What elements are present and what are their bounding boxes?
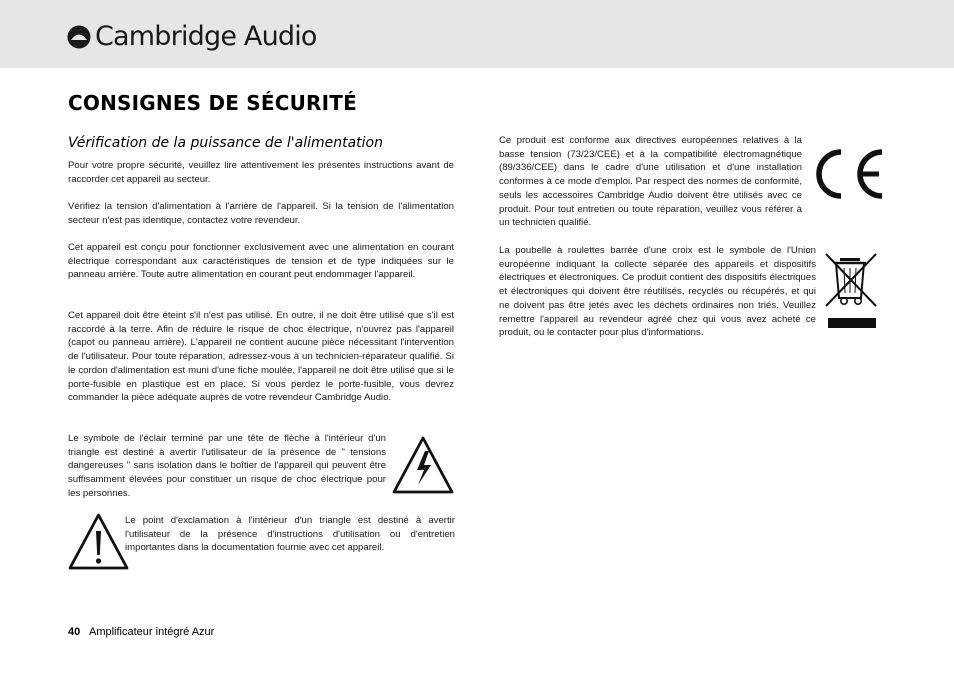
paragraph-lightning-symbol: Le symbole de l'éclair terminé par une tête de flèche à l'intérieur d'un triangle est destiné à avertir l'utilisateur de la présence de " tensions dangereuses " sans isolation dans le boîtier de l'appareil qui peuvent être suffisamment élevées pour constituer un risque de choc électrique pour les personnes.	[68, 433, 386, 499]
paragraph-power-supply: Cet appareil est conçu pour fonctionner exclusivement avec une alimentation en courant électrique correspondant aux caractéristiques de tension et de type indiquées sur le panneau arrière. Toute autre alimentation en courant peut endommager l'appareil.	[68, 242, 454, 281]
crossed-bin-icon	[822, 250, 880, 332]
paragraph-weee: La poubelle à roulettes barrée d'une croix est le symbole de l'Union européenne indiquant la collecte séparée des appareils et dispositifs électriques et électroniques. Ce produit contient des dispositifs électriques et électroniques qui doivent être réutilisés, recyclés ou récupérés, et qui ne doivent pas être jetés avec les déchets ordinaires non triés. Veuillez remettre l'appareil au revendeur agréé chez qui vous avez acheté ce produit, ou le contacter pour plus d'informations.	[499, 245, 816, 339]
brand-name: Cambridge Audio	[95, 21, 317, 52]
brand-logo	[67, 22, 317, 52]
page-number: 40	[68, 626, 81, 638]
paragraph-earthing: Cet appareil doit être éteint s'il n'est pas utilisé. En outre, il ne doit être utilisé que s'il est raccordé à la terre. Afin de réduire le risque de choc électrique, n'ouvrez pas l'appareil (capot ou panneau arrière). L'appareil ne contient aucune pièce nécessitant l'intervention de l'utilisateur. Pour toute réparation, adressez-vous à un technicien-réparateur qualifié. Si le cordon d'alimentation est muni d'une fiche moulée, l'appareil ne doit être utilisé que si le porte-fusible en plastique est en place. Si vous perdez le porte-fusible, vous devrez commander la pièce adéquate auprès de votre revendeur Cambridge Audio.	[68, 310, 454, 404]
paragraph-ce-compliance: Ce produit est conforme aux directives européennes relatives à la basse tension (73/23/CEE) et à la compatibilité électromagnétique (89/336/CEE) dans le cadre d'une utilisation et d'une installation conformes à ce mode d'emploi. Par respect des normes de conformité, seuls les accessoires Cambridge Audio doivent être utilisés avec ce produit. Pour tout entretien ou toute réparation, veuillez vous référer à un technicien qualifié.	[499, 135, 802, 229]
section-subtitle: Vérification de la puissance de l'alimentation	[68, 135, 383, 151]
cambridge-audio-logo-icon	[67, 25, 91, 49]
page-header	[0, 0, 954, 68]
paragraph-exclamation-symbol: Le point d'exclamation à l'intérieur d'un triangle est destiné à avertir l'utilisateur de la présence d'instructions d'utilisation ou d'entretien importantes dans la documentation fournie avec cet appareil.	[125, 515, 455, 554]
paragraph-intro: Pour votre propre sécurité, veuillez lire attentivement les présentes instructions avant de raccorder cet appareil au secteur.	[68, 160, 454, 185]
lightning-triangle-icon	[391, 435, 455, 495]
paragraph-voltage-check: Vérifiez la tension d'alimentation à l'arrière de l'appareil. Si la tension de l'alimentation secteur n'est pas identique, contactez votre revendeur.	[68, 201, 454, 226]
ce-mark-icon	[810, 146, 884, 202]
exclamation-triangle-icon	[67, 512, 130, 571]
page-title: CONSIGNES DE SÉCURITÉ	[68, 91, 358, 115]
footer-product-name: Amplificateur intégré Azur	[89, 626, 215, 638]
